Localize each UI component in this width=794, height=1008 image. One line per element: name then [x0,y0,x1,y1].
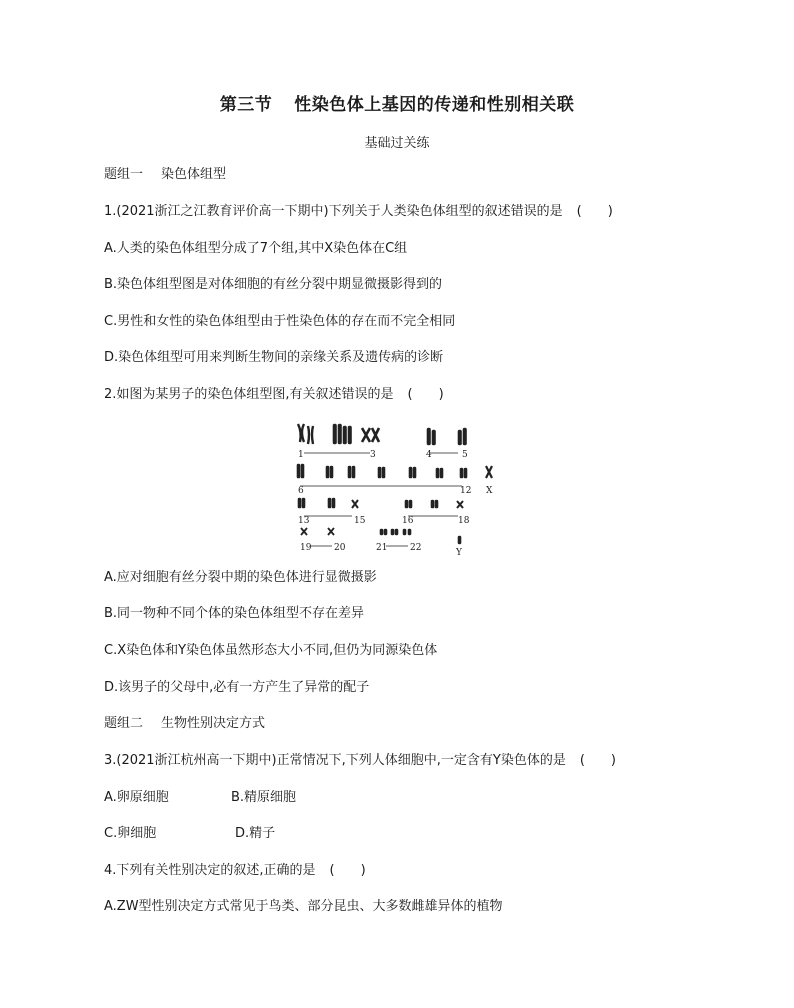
question-3-option-c: C.卵细胞 [104,826,157,841]
question-2-option-c: C.X染色体和Y染色体虽然形态大小不同,但仍为同源染色体 [104,643,438,658]
figure-label: 18 [458,516,470,526]
question-1-option-b: B.染色体组型图是对体细胞的有丝分裂中期显微摄影得到的 [104,277,443,292]
figure-label: 16 [402,516,414,526]
chromosome-pair [333,424,352,444]
answer-paren: ( ) [576,204,613,219]
answer-paren: ( ) [579,753,616,768]
answer-paren: ( ) [407,387,444,402]
question-1-stem: 1.(2021浙江之江教育评价高一下期中)下列关于人类染色体组型的叙述错误的是 ( ) [104,204,613,219]
section-title [0,90,794,115]
section-number: 第三节 [219,95,273,115]
question-4-stem: 4.下列有关性别决定的叙述,正确的是 ( ) [104,863,366,878]
question-4-option-a: A.ZW型性别决定方式常见于鸟类、部分昆虫、大多数雌雄异体的植物 [104,899,503,914]
question-3-options-row-2 [104,825,404,843]
chromosome-group-c [297,464,467,478]
question-3-option-a: A.卵原细胞 [104,790,169,805]
question-3-options-row-1 [104,789,404,807]
figure-label: 15 [354,516,366,526]
question-1-option-c: C.男性和女性的染色体组型由于性染色体的存在而不完全相同 [104,314,456,329]
figure-label: 20 [334,543,346,553]
figure-label: 13 [298,516,310,526]
y-chromosome [458,536,461,544]
figure-label: 21 [376,543,388,553]
figure-label: 1 [298,450,304,460]
question-2-option-b: B.同一物种不同个体的染色体组型不存在差异 [104,606,365,621]
chromosome-group-d-e [298,498,463,508]
x-chromosome [486,466,492,478]
figure-label: 12 [460,486,472,496]
question-3-stem: 3.(2021浙江杭州高一下期中)正常情况下,下列人体细胞中,一定含有Y染色体的是 ( ) [104,753,616,768]
group-heading-2: 题组二 生物性别决定方式 [104,716,266,731]
figure-label: Y [456,548,462,558]
group-heading-1: 题组一 染色体组型 [104,167,227,182]
question-3-option-b: B.精原细胞 [231,790,297,805]
question-2-stem: 2.如图为某男子的染色体组型图,有关叙述错误的是 ( ) [104,387,444,402]
figure-label: 5 [462,450,468,460]
figure-label: 22 [410,543,422,553]
chromosome-group-f-g [301,528,411,535]
section-subtitle: 基础过关练 [364,136,430,151]
question-1-option-d: D.染色体组型可用来判断生物间的亲缘关系及遗传病的诊断 [104,350,444,365]
question-2-option-d: D.该男子的父母中,必有一方产生了异常的配子 [104,680,370,695]
karyotype-figure [290,418,510,558]
chromosome-pair [427,428,436,445]
figure-label: 4 [426,450,432,460]
figure-label: 19 [300,543,312,553]
figure-label: 6 [298,486,304,496]
question-2-option-a: A.应对细胞有丝分裂中期的染色体进行显微摄影 [104,570,377,585]
chromosome-pair [362,428,379,442]
figure-label: X [486,486,493,496]
question-3-option-d: D.精子 [235,826,276,841]
answer-paren: ( ) [329,863,366,878]
chromosome-pair [298,424,313,444]
section-heading: 性染色体上基因的传递和性别相关联 [294,95,575,115]
chromosome-pair [458,428,467,445]
figure-label: 3 [370,450,376,460]
question-1-option-a: A.人类的染色体组型分成了7个组,其中X染色体在C组 [104,241,408,256]
